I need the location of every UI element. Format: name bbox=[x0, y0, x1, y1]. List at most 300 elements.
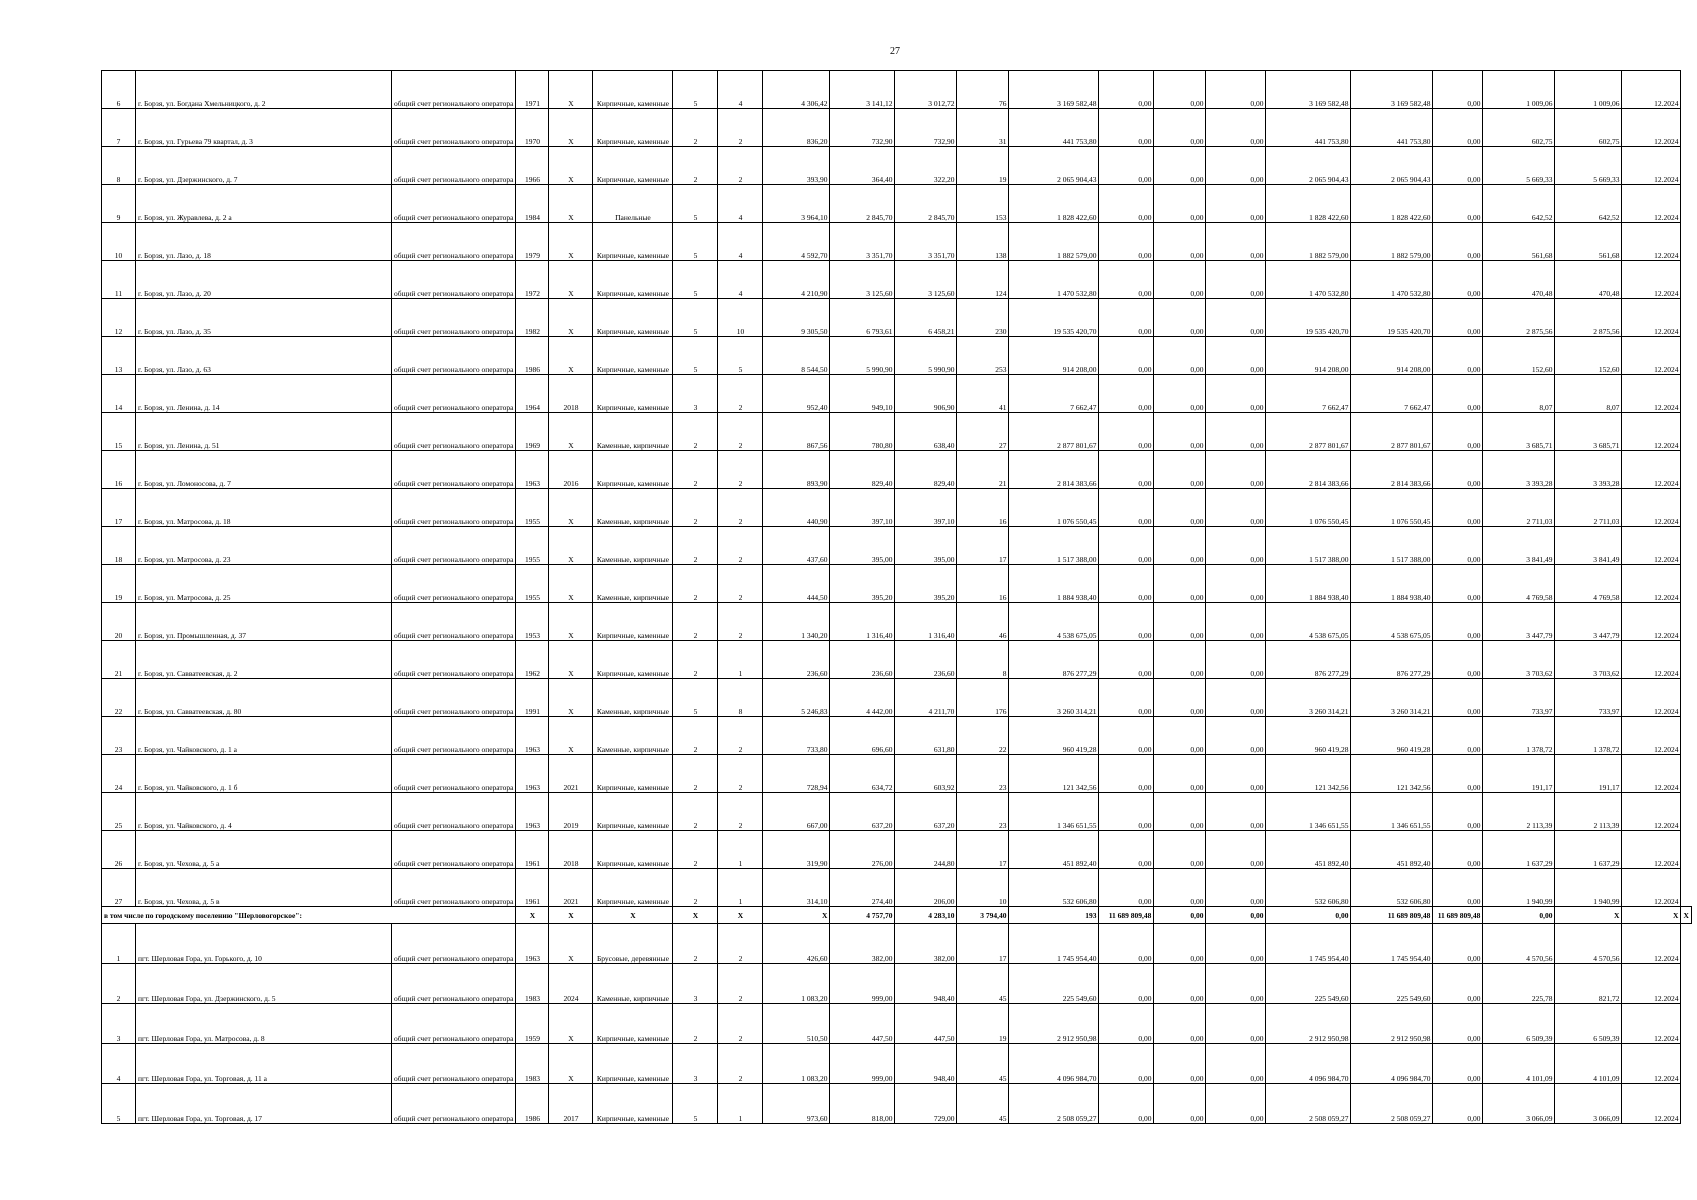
table-cell: X bbox=[673, 907, 718, 924]
table-cell: 0,00 bbox=[1099, 451, 1154, 489]
table-cell: Кирпичные, каменные bbox=[593, 71, 673, 109]
table-cell: 236,60 bbox=[763, 641, 830, 679]
table-cell: 225 549,60 bbox=[1351, 964, 1433, 1004]
table-cell: 2 bbox=[718, 717, 763, 755]
table-cell: 0,00 bbox=[1154, 261, 1206, 299]
table-cell: 1 884 938,40 bbox=[1009, 565, 1099, 603]
table-cell: 121 342,56 bbox=[1266, 755, 1351, 793]
table-cell: 12.2024 bbox=[1622, 641, 1681, 679]
table-cell: 3 125,60 bbox=[895, 261, 957, 299]
table-cell: 3 125,60 bbox=[830, 261, 895, 299]
table-cell: общий счет регионального оператора bbox=[392, 869, 516, 907]
table-cell: 17 bbox=[957, 831, 1009, 869]
table-cell: 602,75 bbox=[1483, 109, 1555, 147]
table-cell: 4 bbox=[718, 223, 763, 261]
table-cell: 876 277,29 bbox=[1351, 641, 1433, 679]
table-cell: 732,90 bbox=[895, 109, 957, 147]
table-cell: 1 517 388,00 bbox=[1009, 527, 1099, 565]
table-cell: 0,00 bbox=[1099, 223, 1154, 261]
table-cell: 8 bbox=[102, 147, 136, 185]
table-cell: 25 bbox=[102, 793, 136, 831]
table-cell: г. Борзя, ул. Ломоносова, д. 7 bbox=[136, 451, 392, 489]
table-cell: г. Борзя, ул. Матросова, д. 23 bbox=[136, 527, 392, 565]
table-cell: 2016 bbox=[549, 451, 593, 489]
table-cell: X bbox=[549, 185, 593, 223]
table-cell: 2 bbox=[718, 924, 763, 964]
table-cell: X bbox=[1622, 907, 1681, 924]
table-row bbox=[102, 679, 1692, 717]
table-cell: 26 bbox=[102, 831, 136, 869]
table-cell: 3 703,62 bbox=[1555, 641, 1622, 679]
table-cell: общий счет регионального оператора bbox=[392, 717, 516, 755]
table-cell: 3 351,70 bbox=[830, 223, 895, 261]
table-cell: 22 bbox=[102, 679, 136, 717]
table-cell: 2 508 059,27 bbox=[1266, 1084, 1351, 1124]
table-cell: 1961 bbox=[516, 831, 549, 869]
table-cell: Кирпичные, каменные bbox=[593, 793, 673, 831]
table-cell: 12.2024 bbox=[1622, 755, 1681, 793]
table-cell: 2 711,03 bbox=[1483, 489, 1555, 527]
table-cell: 22 bbox=[957, 717, 1009, 755]
table-row bbox=[102, 1044, 1692, 1084]
table-cell: 0,00 bbox=[1154, 717, 1206, 755]
table-cell: 0,00 bbox=[1099, 261, 1154, 299]
table-cell: 11 bbox=[102, 261, 136, 299]
table-cell: г. Борзя, ул. Матросова, д. 25 bbox=[136, 565, 392, 603]
table-cell: 19 535 420,70 bbox=[1351, 299, 1433, 337]
table-cell: 10 bbox=[957, 869, 1009, 907]
table-row bbox=[102, 299, 1692, 337]
table-cell: общий счет регионального оператора bbox=[392, 147, 516, 185]
table-cell: 2 bbox=[673, 755, 718, 793]
table-row bbox=[102, 71, 1692, 109]
table-cell: 13 bbox=[102, 337, 136, 375]
table-cell: 19 535 420,70 bbox=[1266, 299, 1351, 337]
table-cell: 0,00 bbox=[1099, 641, 1154, 679]
table-cell: 5 990,90 bbox=[895, 337, 957, 375]
table-cell: 949,10 bbox=[830, 375, 895, 413]
table-cell: 0,00 bbox=[1206, 337, 1266, 375]
table-cell: 1953 bbox=[516, 603, 549, 641]
table-cell: 191,17 bbox=[1555, 755, 1622, 793]
table-cell: общий счет регионального оператора bbox=[392, 223, 516, 261]
table-cell: 2 845,70 bbox=[895, 185, 957, 223]
table-cell: 0,00 bbox=[1099, 603, 1154, 641]
table-cell: X bbox=[549, 907, 593, 924]
table-cell: Кирпичные, каменные bbox=[593, 1044, 673, 1084]
table-cell: 1 882 579,00 bbox=[1266, 223, 1351, 261]
table-cell: 5 bbox=[718, 337, 763, 375]
table-cell: 0,00 bbox=[1099, 964, 1154, 1004]
table-cell: 3 066,09 bbox=[1483, 1084, 1555, 1124]
table-cell: 12.2024 bbox=[1622, 924, 1681, 964]
table-cell: г. Борзя, ул. Чехова, д. 5 а bbox=[136, 831, 392, 869]
table-cell: 0,00 bbox=[1154, 1004, 1206, 1044]
table-cell: X bbox=[549, 565, 593, 603]
table-cell: 1963 bbox=[516, 755, 549, 793]
table-cell: 0,00 bbox=[1433, 375, 1483, 413]
table-cell: 0,00 bbox=[1206, 924, 1266, 964]
table-cell: 0,00 bbox=[1206, 964, 1266, 1004]
table-cell: Кирпичные, каменные bbox=[593, 603, 673, 641]
table-cell: 0,00 bbox=[1099, 565, 1154, 603]
table-cell: 0,00 bbox=[1206, 299, 1266, 337]
table-cell: X bbox=[549, 109, 593, 147]
table-cell: 4 570,56 bbox=[1555, 924, 1622, 964]
table-row bbox=[102, 527, 1692, 565]
table-cell: 31 bbox=[957, 109, 1009, 147]
table-cell: 0,00 bbox=[1433, 869, 1483, 907]
table-cell: 236,60 bbox=[830, 641, 895, 679]
table-cell: 2 bbox=[673, 527, 718, 565]
table-cell: 0,00 bbox=[1206, 641, 1266, 679]
table-cell: 914 208,00 bbox=[1009, 337, 1099, 375]
table-cell: 0,00 bbox=[1433, 337, 1483, 375]
table-cell: 16 bbox=[102, 451, 136, 489]
table-cell: 0,00 bbox=[1099, 717, 1154, 755]
table-cell: 2 bbox=[718, 451, 763, 489]
table-cell: 0,00 bbox=[1206, 71, 1266, 109]
table-body-before bbox=[102, 71, 1692, 907]
table-cell: общий счет регионального оператора bbox=[392, 299, 516, 337]
table-cell: 440,90 bbox=[763, 489, 830, 527]
table-cell: 10 bbox=[102, 223, 136, 261]
table-row bbox=[102, 223, 1692, 261]
table-cell: общий счет регионального оператора bbox=[392, 375, 516, 413]
table-cell: 637,20 bbox=[895, 793, 957, 831]
table-row bbox=[102, 831, 1692, 869]
table-cell: 0,00 bbox=[1206, 717, 1266, 755]
table-cell: 4 101,09 bbox=[1555, 1044, 1622, 1084]
table-cell: 0,00 bbox=[1433, 261, 1483, 299]
section-total-label: в том числе по городскому поселению "Шерловогорское": bbox=[102, 907, 392, 924]
table-cell: 0,00 bbox=[1206, 1084, 1266, 1124]
table-cell: 4 101,09 bbox=[1483, 1044, 1555, 1084]
table-cell: Каменные, кирпичные bbox=[593, 717, 673, 755]
table-row bbox=[102, 337, 1692, 375]
table-cell: 9 bbox=[102, 185, 136, 223]
table-cell: 0,00 bbox=[1433, 679, 1483, 717]
table-cell: г. Борзя, ул. Матросова, д. 18 bbox=[136, 489, 392, 527]
table-cell: 1 745 954,40 bbox=[1009, 924, 1099, 964]
table-cell: 23 bbox=[957, 755, 1009, 793]
table-cell: 561,68 bbox=[1483, 223, 1555, 261]
table-cell: 634,72 bbox=[830, 755, 895, 793]
table-cell: 5 bbox=[673, 679, 718, 717]
table-cell: 1 884 938,40 bbox=[1351, 565, 1433, 603]
table-cell: 0,00 bbox=[1433, 603, 1483, 641]
table-cell: 0,00 bbox=[1433, 109, 1483, 147]
table-cell: 2 875,56 bbox=[1555, 299, 1622, 337]
table-cell: 0,00 bbox=[1099, 109, 1154, 147]
table-cell: 230 bbox=[957, 299, 1009, 337]
table-cell: 2 bbox=[718, 755, 763, 793]
table-cell: 780,80 bbox=[830, 413, 895, 451]
table-cell: 12.2024 bbox=[1622, 1044, 1681, 1084]
table-cell: 2 065 904,43 bbox=[1351, 147, 1433, 185]
table-row bbox=[102, 964, 1692, 1004]
table-cell: 397,10 bbox=[830, 489, 895, 527]
table-cell: 3 841,49 bbox=[1555, 527, 1622, 565]
table-cell: 532 606,80 bbox=[1266, 869, 1351, 907]
table-cell: 441 753,80 bbox=[1009, 109, 1099, 147]
table-cell: 2 bbox=[718, 489, 763, 527]
table-cell: 836,20 bbox=[763, 109, 830, 147]
table-cell: 19 bbox=[957, 1004, 1009, 1044]
table-cell: 76 bbox=[957, 71, 1009, 109]
table-cell: 2 113,39 bbox=[1483, 793, 1555, 831]
table-cell: 0,00 bbox=[1433, 413, 1483, 451]
table-cell: 0,00 bbox=[1206, 223, 1266, 261]
table-cell: 1979 bbox=[516, 223, 549, 261]
table-cell: 603,92 bbox=[895, 755, 957, 793]
table-row bbox=[102, 489, 1692, 527]
table-cell: 244,80 bbox=[895, 831, 957, 869]
table-cell: 3 066,09 bbox=[1555, 1084, 1622, 1124]
table-cell: 642,52 bbox=[1555, 185, 1622, 223]
table-cell: общий счет регионального оператора bbox=[392, 603, 516, 641]
table-cell: 0,00 bbox=[1206, 185, 1266, 223]
table-cell: общий счет регионального оператора bbox=[392, 185, 516, 223]
table-cell: 1986 bbox=[516, 1084, 549, 1124]
table-cell: 532 606,80 bbox=[1009, 869, 1099, 907]
table-cell: 2 845,70 bbox=[830, 185, 895, 223]
table-cell: X bbox=[1555, 907, 1622, 924]
table-cell: 1963 bbox=[516, 717, 549, 755]
table-cell: 0,00 bbox=[1206, 1004, 1266, 1044]
table-cell: 2 bbox=[673, 451, 718, 489]
table-cell: 45 bbox=[957, 1044, 1009, 1084]
table-cell: 0,00 bbox=[1433, 223, 1483, 261]
table-cell: 3 964,10 bbox=[763, 185, 830, 223]
table-cell: г. Борзя, ул. Журавлева, д. 2 а bbox=[136, 185, 392, 223]
table-cell: Брусовые, деревянные bbox=[593, 924, 673, 964]
table-cell: 12.2024 bbox=[1622, 603, 1681, 641]
table-cell: 1986 bbox=[516, 337, 549, 375]
table-cell: 444,50 bbox=[763, 565, 830, 603]
table-cell: 12 bbox=[102, 299, 136, 337]
table-row bbox=[102, 261, 1692, 299]
table-cell: Кирпичные, каменные bbox=[593, 641, 673, 679]
table-cell: 3 703,62 bbox=[1483, 641, 1555, 679]
table-row bbox=[102, 641, 1692, 679]
table-cell: 0,00 bbox=[1266, 907, 1351, 924]
table-cell: 19 bbox=[102, 565, 136, 603]
table-cell: X bbox=[718, 907, 763, 924]
table-cell: 4 570,56 bbox=[1483, 924, 1555, 964]
table-row bbox=[102, 109, 1692, 147]
table-cell: 0,00 bbox=[1206, 565, 1266, 603]
table-cell: 0,00 bbox=[1433, 1044, 1483, 1084]
table-cell: 0,00 bbox=[1206, 603, 1266, 641]
table-cell: 0,00 bbox=[1099, 527, 1154, 565]
table-cell: 6 458,21 bbox=[895, 299, 957, 337]
table-cell: 0,00 bbox=[1099, 413, 1154, 451]
table-cell: 2 bbox=[673, 603, 718, 641]
table-cell: 0,00 bbox=[1433, 451, 1483, 489]
table-cell: 4 bbox=[102, 1044, 136, 1084]
table-cell: 3 260 314,21 bbox=[1351, 679, 1433, 717]
table-cell: 952,40 bbox=[763, 375, 830, 413]
table-cell: 0,00 bbox=[1154, 907, 1206, 924]
table-cell: 4 592,70 bbox=[763, 223, 830, 261]
table-cell: 8,07 bbox=[1555, 375, 1622, 413]
table-cell: 0,00 bbox=[1154, 869, 1206, 907]
table-cell: 2018 bbox=[549, 831, 593, 869]
table-cell: 0,00 bbox=[1433, 71, 1483, 109]
table-cell: 0,00 bbox=[1206, 679, 1266, 717]
table-cell: 395,20 bbox=[830, 565, 895, 603]
table-cell: 21 bbox=[957, 451, 1009, 489]
table-cell: 631,80 bbox=[895, 717, 957, 755]
table-cell: 0,00 bbox=[1433, 1084, 1483, 1124]
table-cell: 0,00 bbox=[1206, 869, 1266, 907]
table-cell: 2 bbox=[718, 964, 763, 1004]
table-cell: 2 bbox=[673, 565, 718, 603]
table-cell: 5 bbox=[673, 337, 718, 375]
table-cell: 0,00 bbox=[1154, 755, 1206, 793]
table-cell: 19 535 420,70 bbox=[1009, 299, 1099, 337]
table-cell: г. Борзя, ул. Ленина, д. 14 bbox=[136, 375, 392, 413]
table-cell: 437,60 bbox=[763, 527, 830, 565]
table-cell: 733,80 bbox=[763, 717, 830, 755]
table-cell: 2 877 801,67 bbox=[1009, 413, 1099, 451]
table-cell: общий счет регионального оператора bbox=[392, 565, 516, 603]
table-cell: 21 bbox=[102, 641, 136, 679]
table-cell: 876 277,29 bbox=[1266, 641, 1351, 679]
table-cell: 12.2024 bbox=[1622, 527, 1681, 565]
table-cell: 16 bbox=[957, 565, 1009, 603]
table-cell: общий счет регионального оператора bbox=[392, 679, 516, 717]
table-cell: 0,00 bbox=[1099, 489, 1154, 527]
table-cell: 276,00 bbox=[830, 831, 895, 869]
table-cell: 152,60 bbox=[1555, 337, 1622, 375]
table-cell: Кирпичные, каменные bbox=[593, 1084, 673, 1124]
table-cell: 397,10 bbox=[895, 489, 957, 527]
table-cell: 4 210,90 bbox=[763, 261, 830, 299]
table-cell: 1 745 954,40 bbox=[1351, 924, 1433, 964]
table-row bbox=[102, 413, 1692, 451]
table-cell: 0,00 bbox=[1154, 413, 1206, 451]
table-row bbox=[102, 869, 1692, 907]
table-cell: 0,00 bbox=[1154, 964, 1206, 1004]
table-cell: 2 912 950,98 bbox=[1009, 1004, 1099, 1044]
table-cell: Каменные, кирпичные bbox=[593, 964, 673, 1004]
table-cell: X bbox=[549, 527, 593, 565]
table-cell: 2024 bbox=[549, 964, 593, 1004]
table-cell: 0,00 bbox=[1206, 451, 1266, 489]
table-cell: 6 509,39 bbox=[1483, 1004, 1555, 1044]
table-cell: 393,90 bbox=[763, 147, 830, 185]
table-cell: 2 508 059,27 bbox=[1009, 1084, 1099, 1124]
table-cell: 0,00 bbox=[1099, 337, 1154, 375]
table-cell: Кирпичные, каменные bbox=[593, 375, 673, 413]
table-cell: 0,00 bbox=[1433, 299, 1483, 337]
table-cell: X bbox=[549, 679, 593, 717]
table-cell: г. Борзя, ул. Чехова, д. 5 в bbox=[136, 869, 392, 907]
table-cell: 0,00 bbox=[1206, 831, 1266, 869]
table-cell: 1 bbox=[718, 1084, 763, 1124]
table-cell: 829,40 bbox=[830, 451, 895, 489]
table-cell: 11 689 809,48 bbox=[1433, 907, 1483, 924]
table-cell: 12.2024 bbox=[1622, 451, 1681, 489]
table-cell: 12.2024 bbox=[1622, 223, 1681, 261]
table-cell: 4 538 675,05 bbox=[1009, 603, 1099, 641]
table-cell: 0,00 bbox=[1154, 924, 1206, 964]
table-cell: 2 bbox=[718, 793, 763, 831]
table-cell: 382,00 bbox=[895, 924, 957, 964]
table-cell: 2 877 801,67 bbox=[1266, 413, 1351, 451]
table-cell: Каменные, кирпичные bbox=[593, 527, 673, 565]
table-cell: общий счет регионального оператора bbox=[392, 755, 516, 793]
table-cell: 1 470 532,80 bbox=[1009, 261, 1099, 299]
table-cell: Каменные, кирпичные bbox=[593, 565, 673, 603]
table-cell: 1 637,29 bbox=[1555, 831, 1622, 869]
table-cell: 2 bbox=[673, 1004, 718, 1044]
table-cell: 1 316,40 bbox=[830, 603, 895, 641]
table-cell: 1 bbox=[102, 924, 136, 964]
table-cell: 225 549,60 bbox=[1009, 964, 1099, 1004]
table-cell: Кирпичные, каменные bbox=[593, 337, 673, 375]
table-cell: 1 083,20 bbox=[763, 1044, 830, 1084]
table-cell: г. Борзя, ул. Савватеевская, д. 80 bbox=[136, 679, 392, 717]
table-cell: 15 bbox=[102, 413, 136, 451]
table-cell: 364,40 bbox=[830, 147, 895, 185]
table-cell: 1991 bbox=[516, 679, 549, 717]
table-cell: 0,00 bbox=[1154, 185, 1206, 223]
table-cell: 18 bbox=[102, 527, 136, 565]
table-cell: Кирпичные, каменные bbox=[593, 109, 673, 147]
table-cell: 948,40 bbox=[895, 964, 957, 1004]
table-row bbox=[102, 185, 1692, 223]
table-cell: 12.2024 bbox=[1622, 565, 1681, 603]
table-cell: 1963 bbox=[516, 924, 549, 964]
table-cell: 729,00 bbox=[895, 1084, 957, 1124]
table-cell: 1 346 651,55 bbox=[1009, 793, 1099, 831]
table-cell: 27 bbox=[957, 413, 1009, 451]
table-cell: 1 340,20 bbox=[763, 603, 830, 641]
table-cell: 973,60 bbox=[763, 1084, 830, 1124]
table-cell: 0,00 bbox=[1154, 1044, 1206, 1084]
table-cell: 4 096 984,70 bbox=[1009, 1044, 1099, 1084]
table-cell: общий счет регионального оператора bbox=[392, 261, 516, 299]
table-cell: 5 bbox=[673, 299, 718, 337]
table-cell: 12.2024 bbox=[1622, 375, 1681, 413]
table-cell: г. Борзя, ул. Лазо, д. 18 bbox=[136, 223, 392, 261]
table-cell: Кирпичные, каменные bbox=[593, 755, 673, 793]
table-cell: 4 bbox=[718, 185, 763, 223]
table-cell: 5 bbox=[673, 71, 718, 109]
table-cell: 451 892,40 bbox=[1009, 831, 1099, 869]
table-cell: 532 606,80 bbox=[1351, 869, 1433, 907]
table-cell: 2018 bbox=[549, 375, 593, 413]
table-cell: общий счет регионального оператора bbox=[392, 924, 516, 964]
table-cell: 0,00 bbox=[1206, 755, 1266, 793]
table-cell: 2 bbox=[673, 489, 718, 527]
table-row bbox=[102, 147, 1692, 185]
table-cell: 728,94 bbox=[763, 755, 830, 793]
table-cell: 23 bbox=[957, 793, 1009, 831]
table-cell: 121 342,56 bbox=[1009, 755, 1099, 793]
table-cell: X bbox=[549, 489, 593, 527]
table-cell: 2 912 950,98 bbox=[1351, 1004, 1433, 1044]
table-cell: 193 bbox=[1009, 907, 1099, 924]
table-cell: 11 689 809,48 bbox=[1351, 907, 1433, 924]
table-cell: 1 637,29 bbox=[1483, 831, 1555, 869]
table-cell: 0,00 bbox=[1433, 831, 1483, 869]
table-cell: 0,00 bbox=[1433, 489, 1483, 527]
table-cell: 0,00 bbox=[1433, 185, 1483, 223]
